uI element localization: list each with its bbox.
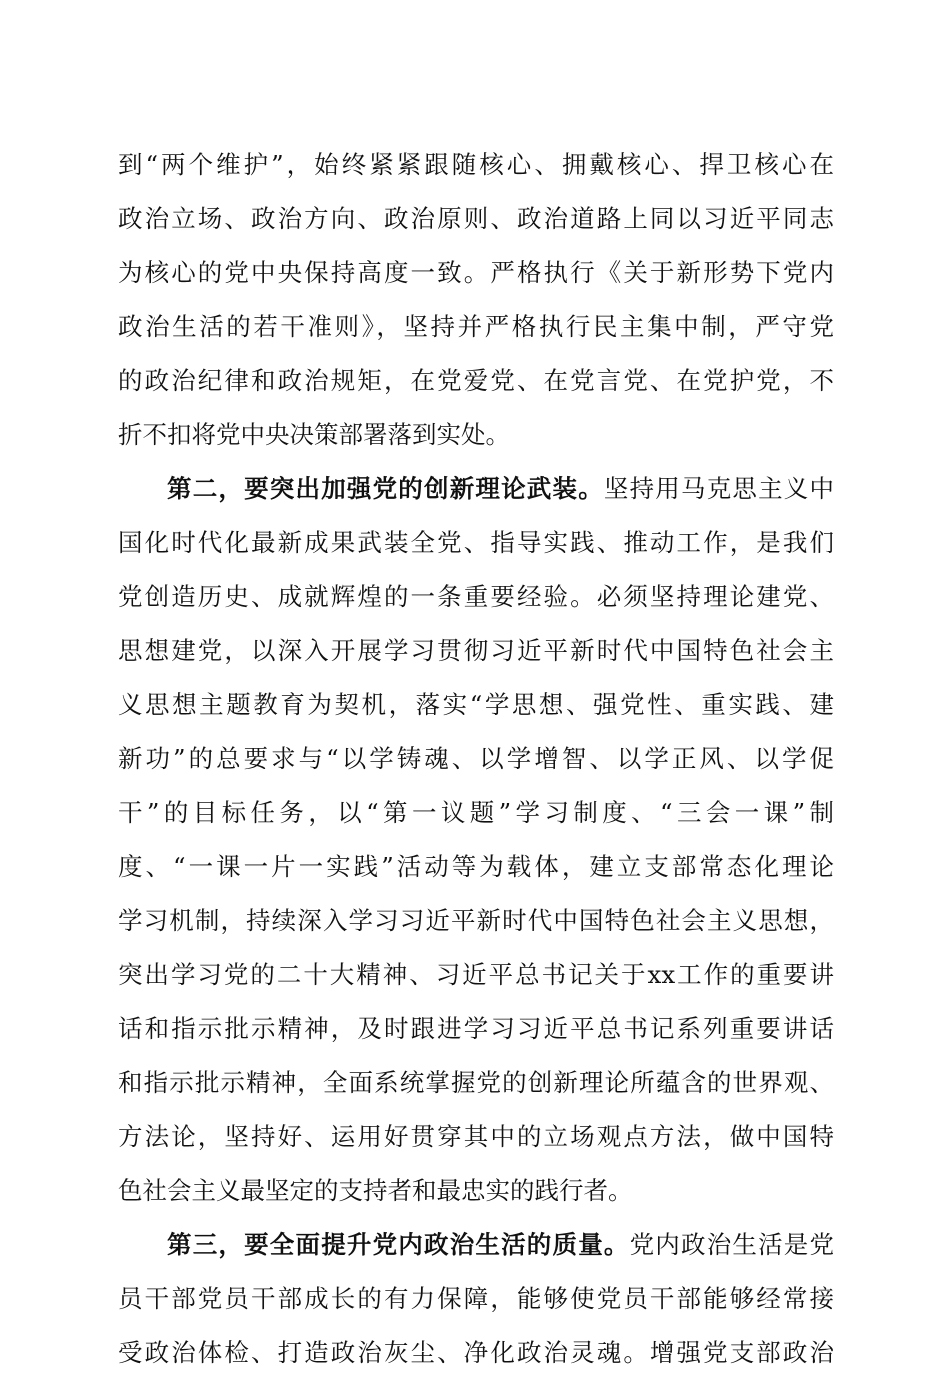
text-line: 色社会主义最坚定的支持者和最忠实的践行者。 xyxy=(118,1176,633,1205)
text-line: 突出学习党的二十大精神、习近平总书记关于xx工作的重要讲 xyxy=(118,960,834,989)
text-line: 思想建党，以深入开展学习贯彻习近平新时代中国特色社会主 xyxy=(118,636,834,665)
text-line: 学习机制，持续深入学习习近平新时代中国特色社会主义思想， xyxy=(118,906,834,935)
document-body xyxy=(118,138,834,1380)
text-line: 和指示批示精神，全面系统掌握党的创新理论所蕴含的世界观、 xyxy=(118,1068,834,1097)
text-line: 干”的目标任务，以“第一议题”学习制度、“三会一课”制 xyxy=(118,798,834,827)
paragraph-three-heading: 第三，要全面提升党内政治生活的质量。 xyxy=(167,1230,630,1259)
paragraph-two-first-line xyxy=(118,462,834,516)
text-line: 方法论，坚持好、运用好贯穿其中的立场观点方法，做中国特 xyxy=(118,1122,834,1151)
paragraph-three-first-line-text: 党内政治生活是党 xyxy=(629,1230,835,1259)
text-line: 为核心的党中央保持高度一致。严格执行《关于新形势下党内 xyxy=(118,258,834,287)
paragraph-three-first-line xyxy=(118,1218,834,1272)
text-line: 政治立场、政治方向、政治原则、政治道路上同以习近平同志 xyxy=(118,204,834,233)
text-line: 政治生活的若干准则》，坚持并严格执行民主集中制，严守党 xyxy=(118,312,834,341)
text-line: 党创造历史、成就辉煌的一条重要经验。必须坚持理论建党、 xyxy=(118,582,834,611)
text-line: 话和指示批示精神，及时跟进学习习近平总书记系列重要讲话 xyxy=(118,1014,834,1043)
text-line: 员干部党员干部成长的有力保障，能够使党员干部能够经常接 xyxy=(118,1284,834,1313)
text-line: 折不扣将党中央决策部署落到实处。 xyxy=(118,420,510,449)
text-line: 国化时代化最新成果武装全党、指导实践、推动工作，是我们 xyxy=(118,528,834,557)
text-line: 的政治纪律和政治规矩，在党爱党、在党言党、在党护党，不 xyxy=(118,366,834,395)
text-line: 受政治体检、打造政治灰尘、净化政治灵魂。增强党支部政治 xyxy=(118,1338,834,1367)
text-line: 义思想主题教育为契机，落实“学思想、强党性、重实践、建 xyxy=(118,690,834,719)
text-line: 新功”的总要求与“以学铸魂、以学增智、以学正风、以学促 xyxy=(118,744,834,773)
text-line: 度、“一课一片一实践”活动等为载体，建立支部常态化理论 xyxy=(118,852,834,881)
paragraph-two-first-line-text: 坚持用马克思主义中 xyxy=(603,474,835,503)
text-line: 到“两个维护”，始终紧紧跟随核心、拥戴核心、捍卫核心在 xyxy=(118,150,834,179)
paragraph-two-heading: 第二，要突出加强党的创新理论武装。 xyxy=(167,474,604,503)
